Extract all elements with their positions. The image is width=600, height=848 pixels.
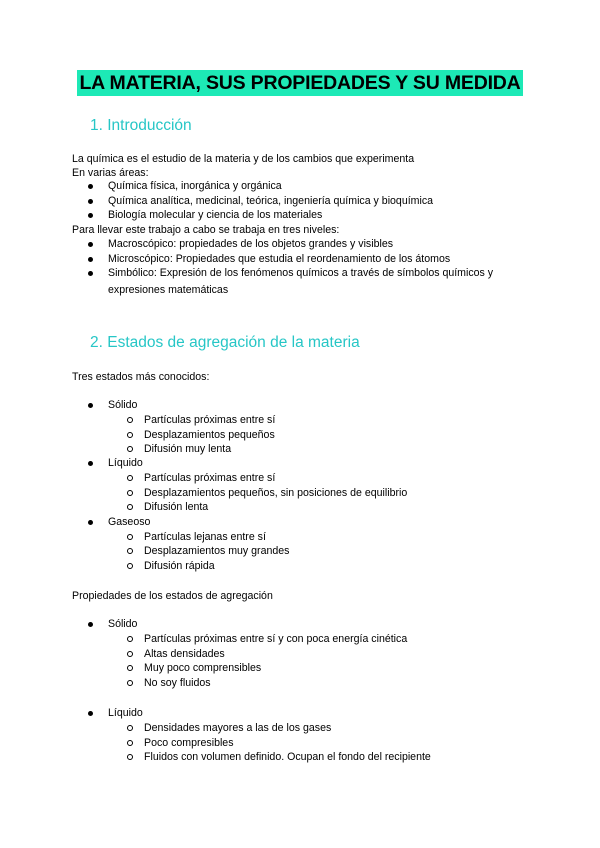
sub-list-item: Poco compresibles <box>144 737 234 749</box>
bullet-icon <box>88 520 93 525</box>
circle-bullet-icon <box>127 563 133 569</box>
bullet-icon <box>88 461 93 466</box>
circle-bullet-icon <box>127 446 133 452</box>
circle-bullet-icon <box>127 665 133 671</box>
circle-bullet-icon <box>127 740 133 746</box>
paragraph: En varias áreas: <box>72 167 149 179</box>
list-item: Líquido <box>108 707 143 719</box>
circle-bullet-icon <box>127 651 133 657</box>
paragraph: Para llevar este trabajo a cabo se trabaja en tres niveles: <box>72 224 340 236</box>
sub-list-item: Difusión muy lenta <box>144 443 232 455</box>
list-item: Macroscópico: propiedades de los objetos grandes y visibles <box>108 238 394 250</box>
sub-list-item: Partículas próximas entre sí <box>144 472 276 484</box>
circle-bullet-icon <box>127 680 133 686</box>
bullet-icon <box>88 271 93 276</box>
bullet-icon <box>88 184 93 189</box>
sub-list-item: Difusión lenta <box>144 501 209 513</box>
sub-list-item: No soy fluidos <box>144 677 211 689</box>
circle-bullet-icon <box>127 534 133 540</box>
list-item: Gaseoso <box>108 516 151 528</box>
bullet-icon <box>88 242 93 247</box>
list-item: Química analítica, medicinal, teórica, ingeniería química y bioquímica <box>108 195 434 207</box>
sub-list-item: Densidades mayores a las de los gases <box>144 722 332 734</box>
section1-heading: 1. Introducción <box>90 117 192 134</box>
section2-heading: 2. Estados de agregación de la materia <box>90 334 360 351</box>
paragraph: Tres estados más conocidos: <box>72 371 210 383</box>
sub-list-item: Desplazamientos pequeños <box>144 429 275 441</box>
list-item: Química física, inorgánica y orgánica <box>108 180 282 192</box>
bullet-icon <box>88 199 93 204</box>
sub-list-item: Partículas próximas entre sí y con poca energía cinética <box>144 633 408 645</box>
bullet-icon <box>88 213 93 218</box>
bullet-icon <box>88 403 93 408</box>
bullet-icon <box>88 622 93 627</box>
circle-bullet-icon <box>127 548 133 554</box>
circle-bullet-icon <box>127 725 133 731</box>
page-title-text: LA MATERIA, SUS PROPIEDADES Y SU MEDIDA <box>79 72 521 94</box>
list-item: Líquido <box>108 457 143 469</box>
list-item: Sólido <box>108 399 138 411</box>
circle-bullet-icon <box>127 417 133 423</box>
sub-list-item: Altas densidades <box>144 648 225 660</box>
list-item: Simbólico: Expresión de los fenómenos químicos a través de símbolos químicos y <box>108 267 494 279</box>
list-item: Sólido <box>108 618 138 630</box>
sub-list-item: Difusión rápida <box>144 560 215 572</box>
bullet-icon <box>88 711 93 716</box>
list-item: Microscópico: Propiedades que estudia el reordenamiento de los átomos <box>108 253 451 265</box>
sub-list-item: Fluidos con volumen definido. Ocupan el fondo del recipiente <box>144 751 431 763</box>
sub-list-item: Muy poco comprensibles <box>144 662 262 674</box>
list-item-continuation: expresiones matemáticas <box>108 284 229 296</box>
paragraph: La química es el estudio de la materia y de los cambios que experimenta <box>72 153 415 165</box>
circle-bullet-icon <box>127 504 133 510</box>
sub-list-item: Desplazamientos muy grandes <box>144 545 290 557</box>
paragraph: Propiedades de los estados de agregación <box>72 590 273 602</box>
sub-list-item: Partículas lejanas entre sí <box>144 531 266 543</box>
circle-bullet-icon <box>127 754 133 760</box>
circle-bullet-icon <box>127 490 133 496</box>
sub-list-item: Desplazamientos pequeños, sin posiciones de equilibrio <box>144 487 408 499</box>
bullet-icon <box>88 257 93 262</box>
list-item: Biología molecular y ciencia de los materiales <box>108 209 323 221</box>
page-title <box>0 72 600 95</box>
circle-bullet-icon <box>127 432 133 438</box>
sub-list-item: Partículas próximas entre sí <box>144 414 276 426</box>
circle-bullet-icon <box>127 636 133 642</box>
circle-bullet-icon <box>127 475 133 481</box>
